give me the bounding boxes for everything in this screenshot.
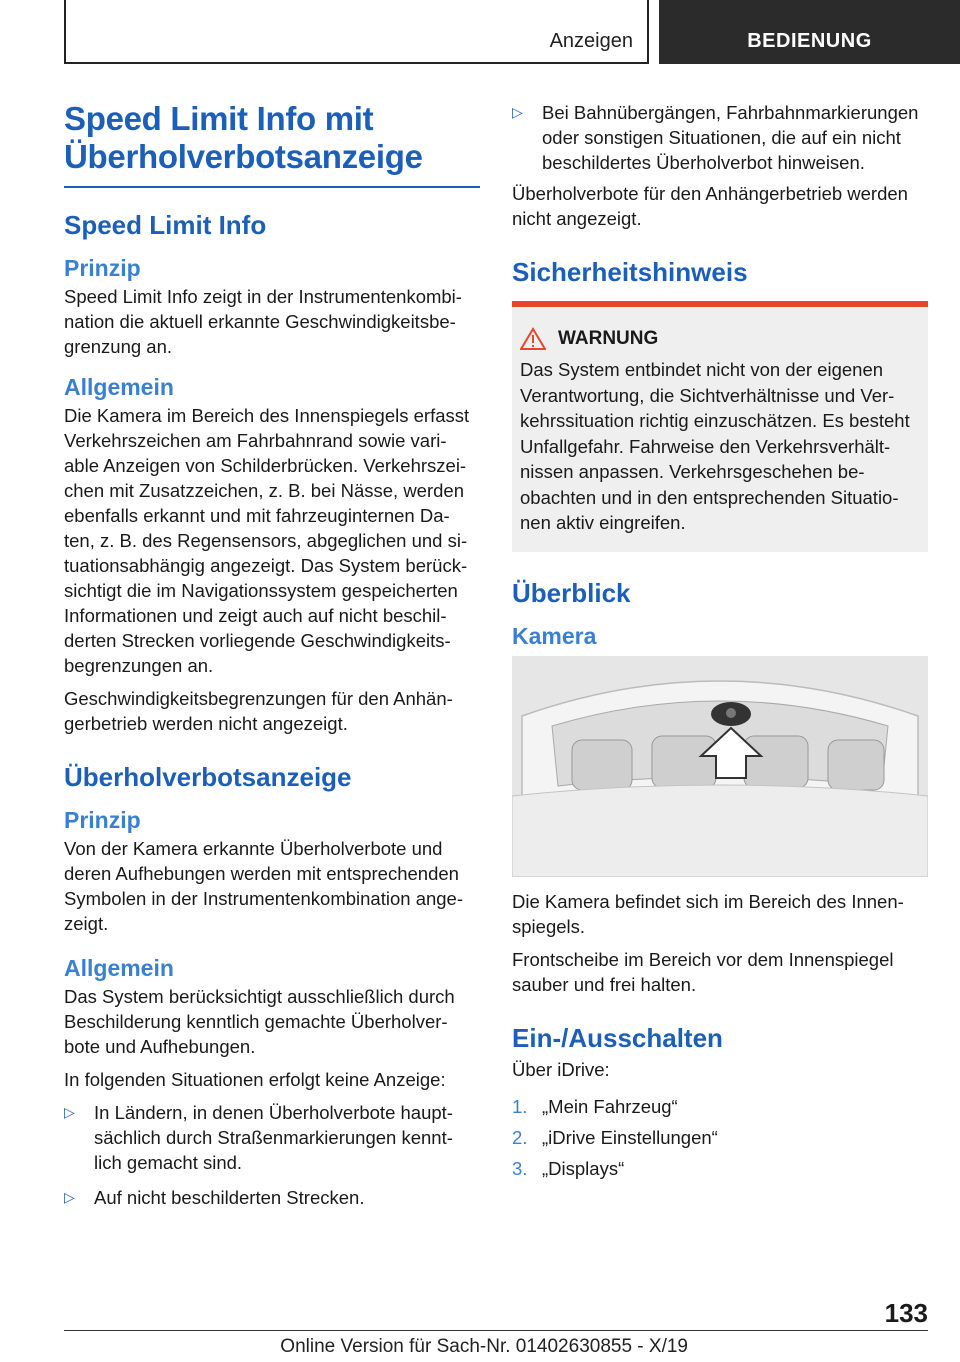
header-section-box: [64, 0, 649, 64]
footer-rule: [64, 1330, 928, 1331]
paragraph-kamera-2: Frontscheibe im Bereich vor dem Innenspiegel sauber und frei halten.: [512, 948, 894, 995]
paragraph-kamera-1: Die Kamera befindet sich im Bereich des Innen-spiegels.: [512, 890, 904, 937]
warning-text: Das System entbindet nicht von der eigenen Verantwortung, die Sichtverhältnisse und Ver-kehrssituation richtig einzuschätzen. Es besteht Unfallgefahr. Fahrweise den Verkehrsverhält-nissen anpassen. Verkehrsgeschehen be-obachten und in den entsprechenden Situatio-nen aktiv eingreifen.: [520, 359, 910, 533]
list-item: 1. „Mein Fahrzeug“: [512, 1095, 678, 1117]
warning-triangle-icon: [520, 327, 546, 351]
paragraph-prinzip-1: Speed Limit Info zeigt in der Instrumentenkombi-nation die aktuell erkannte Geschwindigkeitsbe-grenzung an.: [64, 286, 462, 357]
paragraph-allgemein-2a: Das System berücksichtigt ausschließlich durch Beschilderung kenntlich gemachte Überholver-bote und Aufhebungen.: [64, 986, 455, 1057]
paragraph-idrive: Über iDrive:: [512, 1058, 610, 1080]
footer-text: Online Version für Sach-Nr. 01402630855 - X/19: [280, 1336, 688, 1357]
title-rule: [64, 186, 480, 188]
heading-ueberholverbotsanzeige: Überholverbotsanzeige: [64, 762, 352, 792]
paragraph-anhaenger: Überholverbote für den Anhängerbetrieb werden nicht angezeigt.: [512, 183, 908, 229]
right-column: [512, 100, 928, 1187]
subheading-prinzip-2: Prinzip: [64, 807, 141, 833]
heading-sicherheitshinweis: Sicherheitshinweis: [512, 257, 748, 287]
list-item: ▷ In Ländern, in denen Überholverbote haupt-sächlich durch Straßenmarkierungen kennt-lich gemacht sind.: [64, 1102, 453, 1173]
step-list: [512, 1094, 928, 1181]
subheading-allgemein-1: Allgemein: [64, 374, 174, 400]
bullet-list: [64, 1100, 480, 1210]
header-chapter-box: [659, 0, 960, 64]
warning-box: [512, 301, 928, 552]
list-item: ▷ Bei Bahnübergängen, Fahrbahnmarkierungen oder sonstigen Situationen, die auf ein nicht beschildertes Überholverbot hinweisen.: [512, 102, 919, 173]
page-title: Speed Limit Info mit Überholverbotsanzeige: [64, 100, 423, 175]
list-item: ▷ Auf nicht beschilderten Strecken.: [64, 1187, 365, 1208]
warning-header: [520, 327, 920, 351]
triangle-right-icon: ▷: [512, 104, 523, 120]
triangle-right-icon: ▷: [64, 1104, 75, 1120]
subheading-kamera: Kamera: [512, 622, 597, 649]
header-section-label: Anzeigen: [549, 30, 633, 52]
paragraph-allgemein-1a: Die Kamera im Bereich des Innenspiegels erfasst Verkehrszeichen am Fahrbahnrand sowie vari-able Anzeigen von Schilderbrücken. Verkehrszei-chen mit Zusatzzeichen, z. B. bei Nässe, werden ebenfalls erkannt und mit fahrzeuginternen Da-ten, z. B. des Regensensors, abgeglichen und si-tuationsabhängig angezeigt. Das System berück-sichtigt die im Navigationssystem gespeicherten Informationen und zeigt auch auf nicht beschil-derten Strecken vorliegende Geschwindigkeits-begrenzungen an.: [64, 405, 470, 676]
heading-ein-ausschalten: Ein-/Ausschalten: [512, 1022, 723, 1053]
bullet-list-continued: [512, 100, 928, 175]
heading-speed-limit-info: Speed Limit Info: [64, 210, 267, 240]
list-item: 2. „iDrive Einstellungen“: [512, 1126, 718, 1148]
triangle-right-icon: ▷: [64, 1189, 75, 1205]
camera-illustration: [512, 656, 928, 877]
page-number: 133: [884, 1298, 928, 1328]
heading-ueberblick: Überblick: [512, 577, 631, 608]
subheading-allgemein-2: Allgemein: [64, 955, 174, 981]
header-chapter-label: BEDIENUNG: [747, 30, 872, 52]
left-column: [64, 100, 480, 1220]
warning-title: WARNUNG: [558, 328, 659, 349]
paragraph-allgemein-2b: In folgenden Situationen erfolgt keine Anzeige:: [64, 1069, 446, 1090]
list-item: 3. „Displays“: [512, 1157, 625, 1179]
subheading-prinzip-1: Prinzip: [64, 255, 141, 281]
paragraph-prinzip-2: Von der Kamera erkannte Überholverbote und deren Aufhebungen werden mit entsprechenden Symbolen in der Instrumentenkombination ange-zeigt.: [64, 838, 464, 934]
paragraph-allgemein-1b: Geschwindigkeitsbegrenzungen für den Anhän-gerbetrieb werden nicht angezeigt.: [64, 688, 453, 734]
